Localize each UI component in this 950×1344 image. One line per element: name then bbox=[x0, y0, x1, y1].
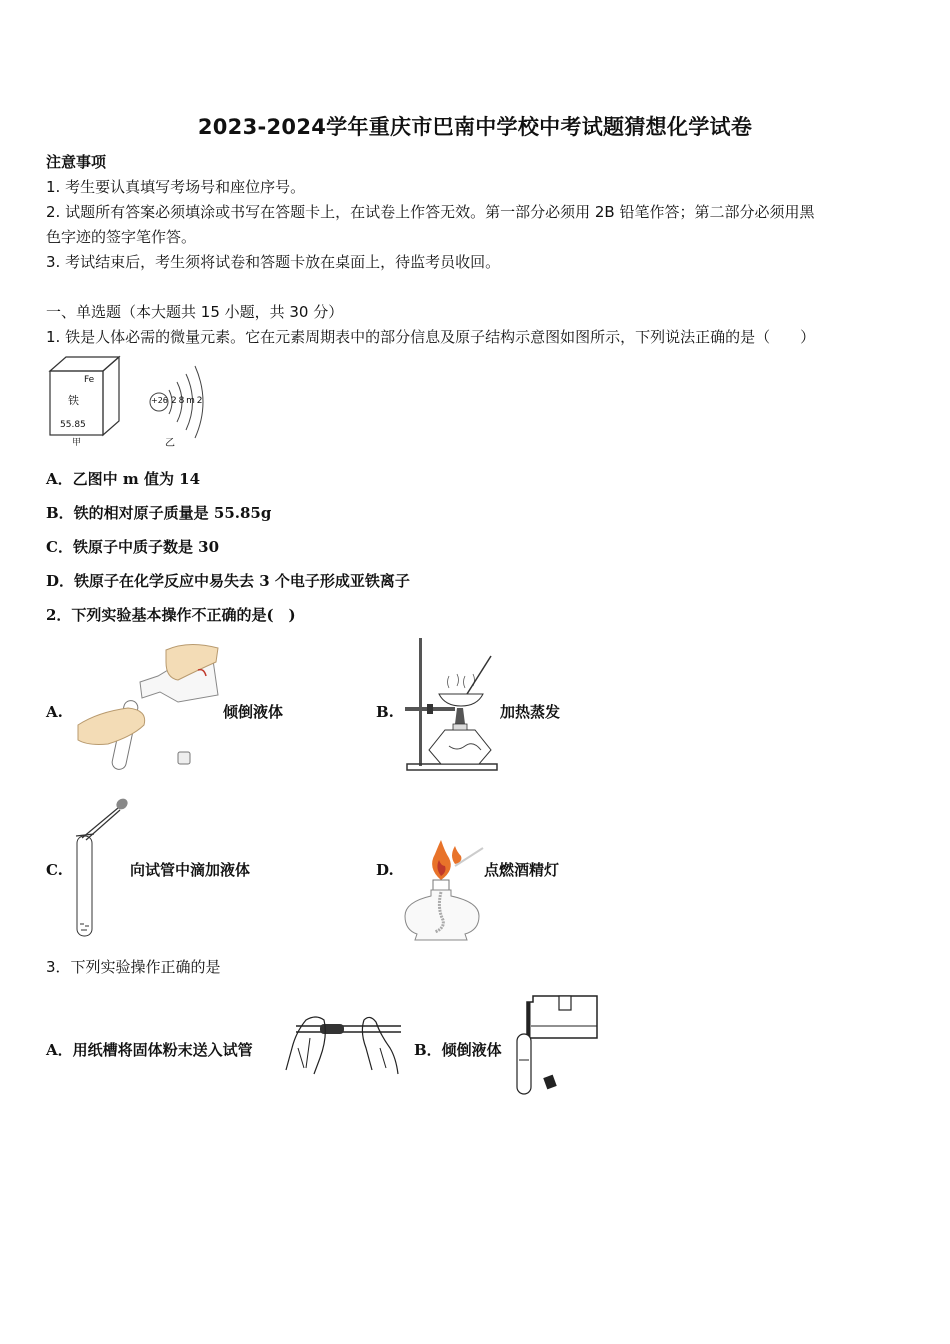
question-1-option-a[interactable]: A．乙图中 m 值为 14 bbox=[46, 470, 201, 488]
shell-electrons: 2 8 m 2 bbox=[171, 396, 203, 406]
periodic-cell-figure bbox=[46, 355, 126, 450]
notice-item-2: 2. 试题所有答案必须填涂或书写在答题卡上，在试卷上作答无效。第一部分必须用 2B 铅笔作答；第二部分必须用黑 bbox=[46, 203, 815, 221]
question-1-stem: 1. 铁是人体必需的微量元素。它在元素周期表中的部分信息及原子结构示意图如图所示，下列说法正确的是（ ） bbox=[46, 328, 816, 346]
question-2-option-b-label: 加热蒸发 bbox=[500, 703, 561, 721]
lighting-alcohol-lamp-illustration-icon bbox=[405, 836, 490, 942]
question-2-option-a-label: 倾倒液体 bbox=[223, 703, 284, 721]
evaporation-setup-illustration-icon bbox=[405, 636, 500, 774]
element-symbol: Fe bbox=[84, 375, 95, 385]
nucleus-charge: +26 bbox=[151, 396, 168, 405]
notice-heading: 注意事项 bbox=[46, 153, 107, 171]
paper-trough-illustration-icon bbox=[276, 1008, 406, 1076]
element-name: 铁 bbox=[68, 394, 79, 407]
notice-item-2-cont: 色字迹的签字笔作答。 bbox=[46, 228, 197, 246]
question-1-option-c[interactable]: C．铁原子中质子数是 30 bbox=[46, 538, 220, 556]
figure-label-jia: 甲 bbox=[72, 438, 82, 448]
question-2-option-d-letter[interactable]: D. bbox=[376, 861, 394, 879]
question-2-option-c-label: 向试管中滴加液体 bbox=[130, 861, 251, 879]
question-1-option-b[interactable]: B．铁的相对原子质量是 55.85g bbox=[46, 504, 272, 522]
question-2-option-a-letter[interactable]: A. bbox=[46, 703, 63, 721]
section-heading: 一、单选题（本大题共 15 小题，共 30 分） bbox=[46, 303, 344, 321]
question-2-option-c-letter[interactable]: C. bbox=[46, 861, 63, 879]
question-2-option-d-label: 点燃酒精灯 bbox=[484, 861, 560, 879]
question-3-option-a[interactable]: A．用纸槽将固体粉末送入试管 bbox=[46, 1041, 253, 1059]
periodic-cell-cube-icon bbox=[46, 355, 126, 450]
figure-label-yi: 乙 bbox=[165, 438, 175, 449]
question-3-option-b[interactable]: B．倾倒液体 bbox=[414, 1041, 502, 1059]
notice-item-3: 3. 考试结束后，考生须将试卷和答题卡放在桌面上，待监考员收回。 bbox=[46, 253, 501, 271]
question-2-option-b-letter[interactable]: B. bbox=[376, 703, 394, 721]
atomic-mass: 55.85 bbox=[60, 420, 86, 430]
page-title: 2023-2024学年重庆市巴南中学校中考试题猜想化学试卷 bbox=[197, 115, 753, 139]
atom-structure-figure bbox=[145, 360, 215, 450]
dropper-test-tube-illustration-icon bbox=[74, 796, 134, 940]
notice-item-1: 1. 考生要认真填写考场号和座位序号。 bbox=[46, 178, 306, 196]
question-1-option-d[interactable]: D．铁原子在化学反应中易失去 3 个电子形成亚铁离子 bbox=[46, 572, 410, 590]
question-3-stem: 3．下列实验操作正确的是 bbox=[46, 958, 221, 976]
pouring-liquid-illustration-icon bbox=[78, 640, 223, 772]
question-2-stem: 2．下列实验基本操作不正确的是( ) bbox=[46, 606, 296, 624]
pouring-liquid-bottle-illustration-icon bbox=[515, 994, 600, 1098]
